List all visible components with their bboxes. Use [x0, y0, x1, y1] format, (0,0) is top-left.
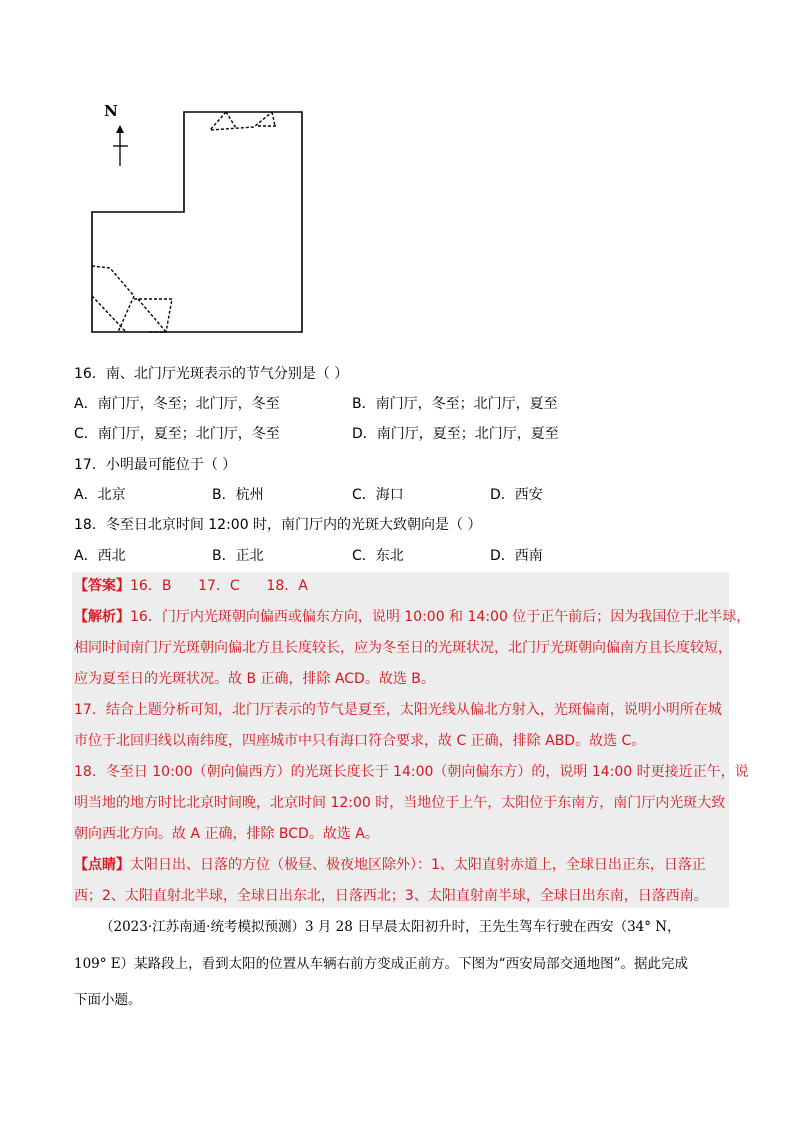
north-label: N [104, 102, 118, 120]
analysis-line-7: 明当地的地方时比北京时间晚，北京时间 12:00 时，当地位于上午，太阳位于东南方，南门厅内光斑大致 [74, 795, 726, 811]
question-16-option-a: A．南门厅，冬至；北门厅，冬至 [74, 396, 280, 412]
intro-line-3: 下面小题。 [74, 992, 142, 1008]
answer-line [74, 576, 308, 596]
analysis-text-1: 16．门厅内光斑朝向偏西或偏东方向，说明 10:00 和 14:00 位于正午前后；因为我国位于北半球， [130, 609, 751, 625]
question-18-option-a: A．西北 [74, 548, 126, 564]
building-outline [92, 112, 302, 332]
question-16-option-c: C．南门厅，夏至；北门厅，冬至 [74, 426, 280, 442]
analysis-line-2: 相同时间南门厅光斑朝向偏北方且长度较长，应为冬至日的光斑状况，北门厅光斑朝向偏南方且长度较短， [74, 640, 732, 656]
question-17-option-b: B．杭州 [212, 487, 264, 503]
question-17-option-a: A．北京 [74, 487, 126, 503]
question-17-stem: 17．小明最可能位于（ ） [74, 457, 237, 473]
analysis-tag: 【解析】 [74, 609, 130, 625]
question-18-option-d: D．西南 [490, 548, 543, 564]
tip-line-1 [74, 855, 706, 875]
tip-tag: 【点睛】 [74, 857, 130, 873]
question-17-option-d: D．西安 [490, 487, 543, 503]
analysis-line-8: 朝向西北方向。故 A 正确，排除 BCD。故选 A。 [74, 826, 379, 842]
intro-line-1: （2023·江苏南通·统考模拟预测）3 月 28 日早晨太阳初升时，王先生驾车行驶在西安（34° N， [100, 919, 681, 935]
analysis-line-5: 市位于北回归线以南纬度，四座城市中只有海口符合要求，故 C 正确，排除 ABD。故选 C。 [74, 733, 646, 749]
south-hall-light-spots [92, 266, 172, 332]
floor-plan-figure [86, 96, 326, 340]
answer-text: 16．B 17．C 18．A [130, 578, 308, 594]
analysis-line-4: 17．结合上题分析可知，北门厅表示的节气是夏至，太阳光线从偏北方射入，光斑偏南，说明小明所在城 [74, 702, 722, 718]
analysis-line-6: 18．冬至日 10:00（朝向偏西方）的光斑长度长于 14:00（朝向偏东方）的，说明 14:00 时更接近正午，说 [74, 764, 749, 780]
tip-text-1: 太阳日出、日落的方位（极昼、极夜地区除外）：1、太阳直射赤道上，全球日出正东，日落正 [130, 857, 706, 873]
intro-line-2: 109° E）某路段上，看到太阳的位置从车辆右前方变成正前方。下图为“西安局部交通地图”。据此完成 [74, 956, 688, 972]
question-16-option-b: B．南门厅，冬至；北门厅，夏至 [352, 396, 558, 412]
north-arrow-icon [113, 125, 128, 166]
analysis-line-1 [74, 607, 750, 627]
north-hall-light-spots [210, 112, 276, 130]
question-18-option-b: B．正北 [212, 548, 264, 564]
question-18-option-c: C．东北 [352, 548, 404, 564]
question-18-stem: 18．冬至日北京时间 12:00 时，南门厅内的光斑大致朝向是（ ） [74, 517, 482, 533]
tip-line-2: 西；2、太阳直射北半球，全球日出东北，日落西北；3、太阳直射南半球，全球日出东南，日落西南。 [74, 888, 708, 904]
question-17-option-c: C．海口 [352, 487, 404, 503]
analysis-line-3: 应为夏至日的光斑状况。故 B 正确，排除 ACD。故选 B。 [74, 671, 435, 687]
question-16-stem: 16．南、北门厅光斑表示的节气分别是（ ） [74, 366, 349, 382]
question-16-option-d: D．南门厅，夏至；北门厅，夏至 [352, 426, 559, 442]
answer-tag: 【答案】 [74, 578, 130, 594]
